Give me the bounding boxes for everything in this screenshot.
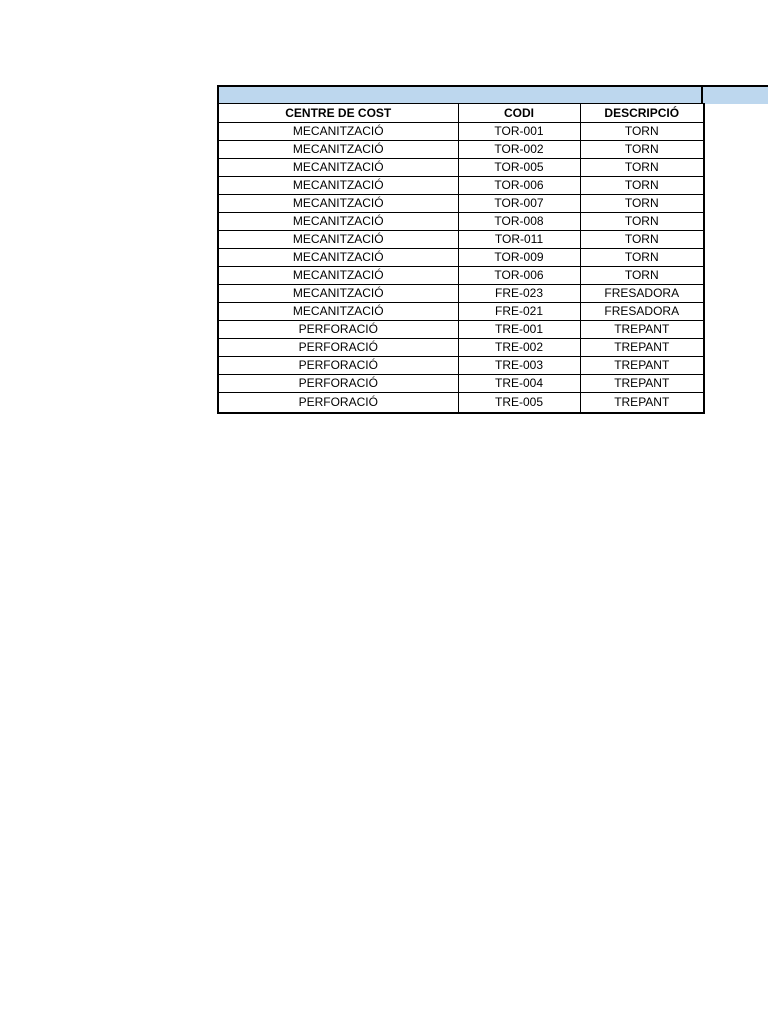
cell-codi[interactable]: TRE-005 [458,393,580,414]
table-title-band [218,85,768,104]
cell-codi[interactable]: TOR-001 [458,123,580,141]
cell-descripcio[interactable]: FRESADORA [580,303,704,321]
cell-codi[interactable]: FRE-023 [458,285,580,303]
cell-centre-de-cost[interactable]: MECANITZACIÓ [218,141,458,159]
table-row [218,375,704,393]
cell-centre-de-cost[interactable]: PERFORACIÓ [218,339,458,357]
cell-codi[interactable]: TRE-004 [458,375,580,393]
cost-center-table [217,103,705,414]
cell-descripcio[interactable]: TORN [580,123,704,141]
cell-descripcio[interactable]: TREPANT [580,339,704,357]
cell-centre-de-cost[interactable]: PERFORACIÓ [218,321,458,339]
cell-descripcio[interactable]: TREPANT [580,375,704,393]
cell-descripcio[interactable]: TORN [580,213,704,231]
cell-codi[interactable]: FRE-021 [458,303,580,321]
table-row [218,339,704,357]
cell-codi[interactable]: TOR-002 [458,141,580,159]
cell-codi[interactable]: TOR-009 [458,249,580,267]
cell-centre-de-cost[interactable]: PERFORACIÓ [218,375,458,393]
cell-codi[interactable]: TOR-006 [458,177,580,195]
cell-centre-de-cost[interactable]: MECANITZACIÓ [218,249,458,267]
table-header-row [218,104,704,123]
cell-descripcio[interactable]: TORN [580,195,704,213]
cell-codi[interactable]: TOR-011 [458,231,580,249]
cell-codi[interactable]: TOR-006 [458,267,580,285]
cell-descripcio[interactable]: TORN [580,159,704,177]
title-band-right-border [701,85,703,104]
table-row [218,159,704,177]
table-row [218,321,704,339]
cell-codi[interactable]: TRE-001 [458,321,580,339]
cell-descripcio[interactable]: TREPANT [580,393,704,414]
cell-centre-de-cost[interactable]: MECANITZACIÓ [218,285,458,303]
cell-descripcio[interactable]: TORN [580,231,704,249]
cell-descripcio[interactable]: TORN [580,177,704,195]
table-row [218,393,704,414]
cell-centre-de-cost[interactable]: PERFORACIÓ [218,393,458,414]
header-descripcio[interactable]: DESCRIPCIÓ [580,104,704,123]
cell-centre-de-cost[interactable]: MECANITZACIÓ [218,159,458,177]
table-row [218,123,704,141]
table-row [218,249,704,267]
cell-descripcio[interactable]: TREPANT [580,321,704,339]
cell-descripcio[interactable]: TORN [580,141,704,159]
table-row [218,195,704,213]
cell-centre-de-cost[interactable]: MECANITZACIÓ [218,231,458,249]
cell-centre-de-cost[interactable]: MECANITZACIÓ [218,195,458,213]
header-codi[interactable]: CODI [458,104,580,123]
cell-codi[interactable]: TOR-008 [458,213,580,231]
cell-codi[interactable]: TRE-003 [458,357,580,375]
cell-codi[interactable]: TRE-002 [458,339,580,357]
cell-centre-de-cost[interactable]: MECANITZACIÓ [218,177,458,195]
table-row [218,357,704,375]
cell-codi[interactable]: TOR-007 [458,195,580,213]
table-row [218,285,704,303]
cell-descripcio[interactable]: FRESADORA [580,285,704,303]
table-row [218,303,704,321]
table-row [218,213,704,231]
cell-descripcio[interactable]: TREPANT [580,357,704,375]
title-band-left-border [217,85,219,104]
cell-centre-de-cost[interactable]: MECANITZACIÓ [218,303,458,321]
header-centre-de-cost[interactable]: CENTRE DE COST [218,104,458,123]
cell-centre-de-cost[interactable]: MECANITZACIÓ [218,213,458,231]
table-body [218,123,704,414]
cell-codi[interactable]: TOR-005 [458,159,580,177]
cell-descripcio[interactable]: TORN [580,267,704,285]
table-row [218,141,704,159]
cell-descripcio[interactable]: TORN [580,249,704,267]
cell-centre-de-cost[interactable]: PERFORACIÓ [218,357,458,375]
table-row [218,231,704,249]
cell-centre-de-cost[interactable]: MECANITZACIÓ [218,123,458,141]
table-row [218,177,704,195]
table-row [218,267,704,285]
cell-centre-de-cost[interactable]: MECANITZACIÓ [218,267,458,285]
